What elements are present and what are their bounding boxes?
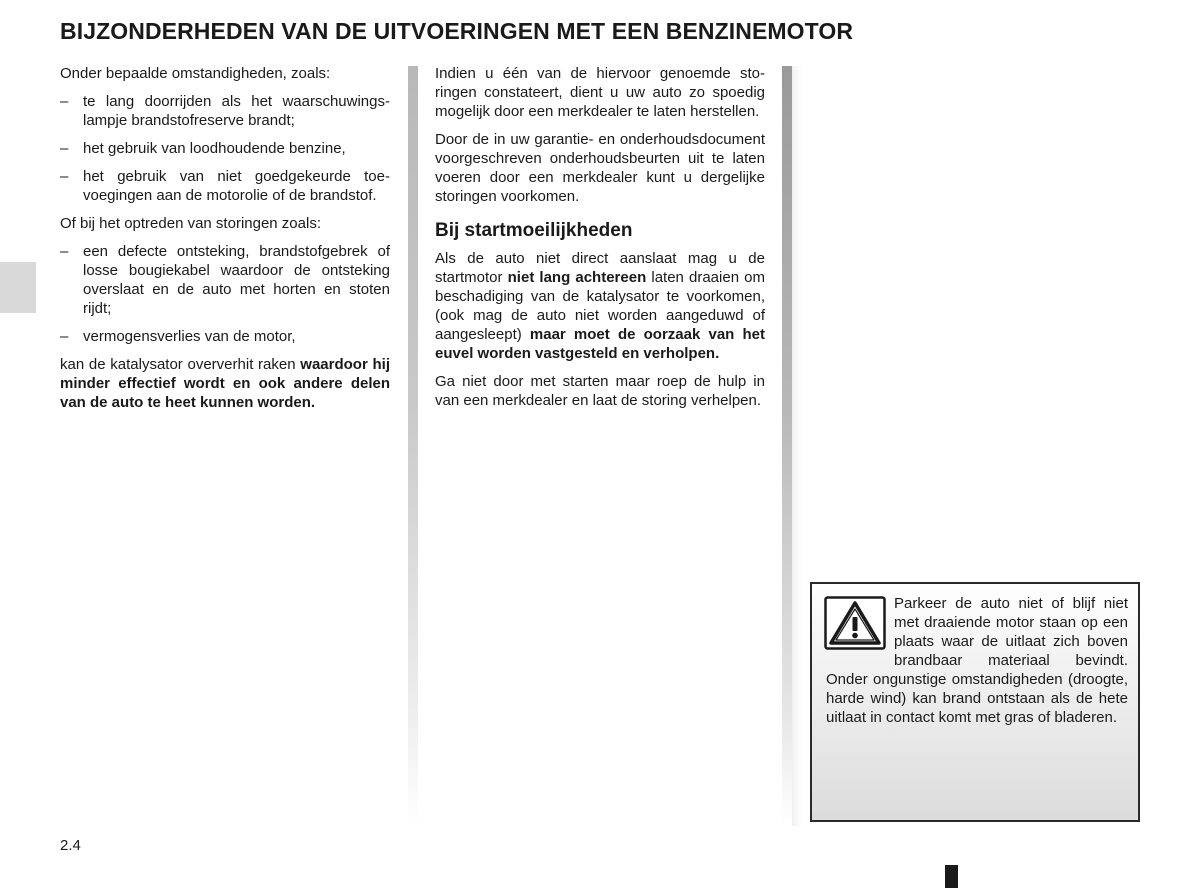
page-edge-marker [945, 865, 958, 888]
section-heading: Bij startmoeilijkheden [435, 220, 633, 241]
warning-text: Parkeer de auto niet of blijf niet met draaiende motor staan op een plaats waar de uitlaat zich boven brandbaar materiaal bevindt. Onder ongunstige omstandigheden (droogte, harde wind) kan brand ontstaan als de hete uitlaat in contact komt met gras of bladeren. [826, 595, 1128, 726]
malfunctions-list [60, 242, 390, 346]
conclusion-text: kan de katalysator oververhit raken waardoor hij minder effectief wordt en ook andere delen van de auto te heet kunnen worden. [60, 356, 390, 411]
column-middle [435, 64, 765, 419]
circumstances-list [60, 92, 390, 205]
dealer-paragraph: Ga niet door met starten maar roep de hulp in van een merkdealer en laat de storing verhelpen. [435, 373, 765, 409]
list-item: – een defecte ontsteking, brandstofgebrek of losse bougiekabel waardoor de ontsteking overslaat en de auto met horten en stoten rijdt; [60, 243, 390, 317]
chapter-tab [0, 262, 36, 313]
page-number: 2.4 [60, 837, 81, 854]
repair-paragraph: Indien u één van de hiervoor genoemde storingen constateert, dient u uw auto zo spoedig mogelijk door een merkdealer te laten herstellen. [435, 65, 765, 120]
maintenance-paragraph: Door de in uw garantie- en onderhoudsdocument voorgeschreven onderhoudsbeurten uit te laten voeren door een merkdealer kunt u dergelijke storingen voorkomen. [435, 131, 765, 205]
list-item: – het gebruik van niet goedgekeurde toevoegingen aan de motorolie of de brandstof. [60, 168, 390, 204]
list-item: – vermogensverlies van de motor, [60, 328, 296, 345]
list-item: – het gebruik van loodhoudende benzine, [60, 140, 346, 157]
warning-box [810, 582, 1140, 822]
starting-paragraph: Als de auto niet direct aanslaat mag u de startmotor niet lang achtereen laten draaien om beschadiging van de katalysator te voorkomen, (ook mag de auto niet worden aangeduwd of aangesleept) maar moet de oorzaak van het euvel worden vastgesteld en verholpen. [435, 250, 765, 362]
column-shadow [792, 66, 802, 826]
column-left [60, 64, 390, 421]
page-title: BIJZONDERHEDEN VAN DE UITVOERINGEN MET EEN BENZINEMOTOR [60, 18, 854, 44]
intro-text: Onder bepaalde omstandigheden, zoals: [60, 65, 331, 82]
intro-text-2: Of bij het optreden van storingen zoals: [60, 215, 321, 232]
column-divider-left [408, 66, 418, 826]
column-divider-right [782, 66, 792, 826]
list-item: – te lang doorrijden als het waarschuwingslampje brandstofreserve brandt; [60, 93, 390, 129]
